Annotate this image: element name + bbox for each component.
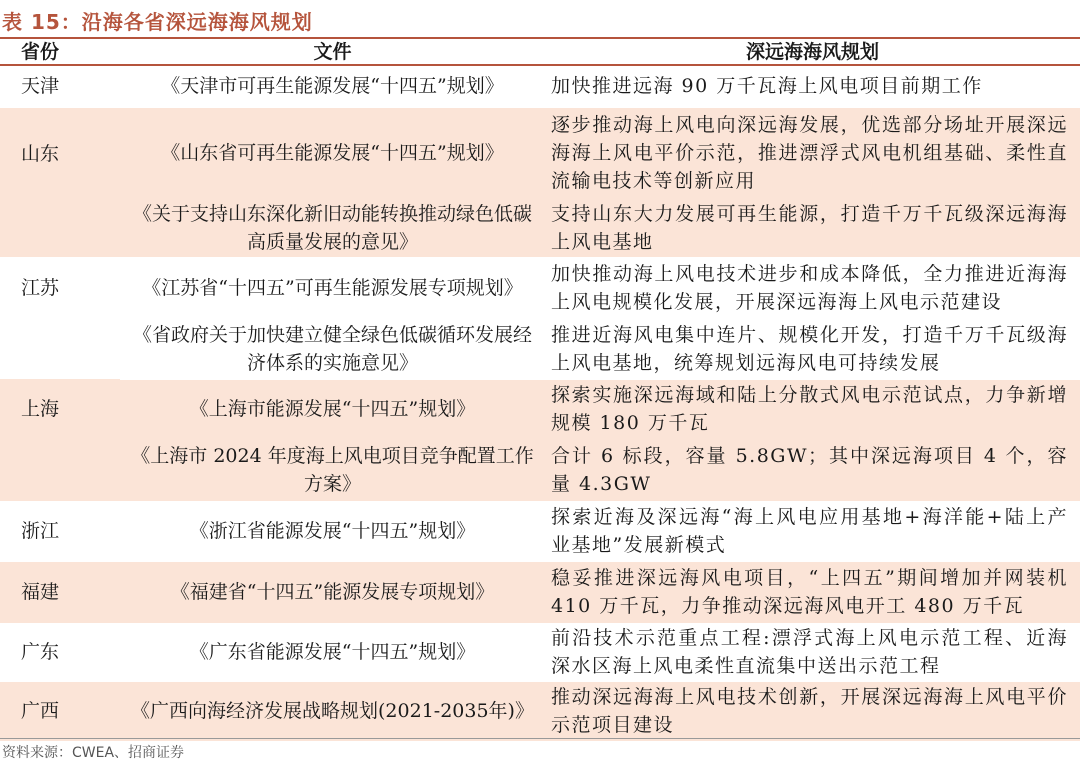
plan-cell: 加快推动海上风电技术进步和成本降低，全力推进近海海上风电规模化发展，开展深远海海上风电示范建设 [551,263,1068,314]
table-row [0,199,1080,257]
table-row [0,379,1080,439]
header-plan: 深远海海风规划 [545,39,1080,65]
document-cell: 《广东省能源发展“十四五”规划》 [120,623,545,681]
province-cell: 浙江 [0,501,120,561]
plan-cell: 探索近海及深远海“海上风电应用基地+海洋能+陆上产业基地”发展新模式 [545,501,1080,561]
table-row [0,319,1080,379]
plan-cell: 探索实施深远海域和陆上分散式风电示范试点，力争新增规模 180 万千瓦 [545,379,1080,439]
table-title: 表 15：沿海各省深远海海风规划 [2,10,313,34]
document-cell: 《上海市能源发展“十四五”规划》 [120,379,545,439]
document-cell: 《江苏省“十四五”可再生能源发展专项规划》 [142,277,523,300]
province-cell: 广东 [0,623,120,681]
plan-cell: 推进近海风电集中连片、规模化开发，打造千万千瓦级海上风电基地，统筹规划远海风电可持续发展 [545,319,1080,379]
document-cell: 《省政府关于加快建立健全绿色低碳循环发展经济体系的实施意见》 [120,319,545,379]
table-row [0,65,1080,107]
province-cell: 天津 [0,65,120,107]
header-row [0,39,1080,65]
document-cell: 《浙江省能源发展“十四五”规划》 [120,501,545,561]
plan-cell: 支持山东大力发展可再生能源，打造千万千瓦级深远海海上风电基地 [545,199,1080,257]
document-cell: 《山东省可再生能源发展“十四五”规划》 [120,107,545,199]
table-row [0,623,1080,681]
province-cell: 广西 [0,681,120,741]
province-cell: 山东 [0,107,120,257]
table-row [0,439,1080,501]
plan-cell: 逐步推动海上风电向深远海发展，优选部分场址开展深远海海上风电平价示范，推进漂浮式风电机组基础、柔性直流输电技术等创新应用 [545,107,1080,199]
province-cell: 福建 [0,561,120,623]
header-province: 省份 [0,39,120,65]
planning-table [0,39,1080,741]
table-row [0,107,1080,199]
province-cell: 江苏 [20,277,59,299]
plan-cell: 推动深远海海上风电技术创新，开展深远海海上风电平价示范项目建设 [545,681,1080,741]
plan-cell: 前沿技术示范重点工程:漂浮式海上风电示范工程、近海深水区海上风电柔性直流集中送出示范工程 [545,623,1080,681]
document-cell: 《关于支持山东深化新旧动能转换推动绿色低碳高质量发展的意见》 [120,199,545,257]
document-cell: 《广西向海经济发展战略规划(2021-2035年)》 [120,681,545,741]
header-document: 文件 [120,39,545,65]
table-row [0,501,1080,561]
province-cell: 上海 [0,379,120,501]
plan-cell: 合计 6 标段，容量 5.8GW；其中深远海项目 4 个，容量 4.3GW [545,439,1080,501]
table-row [0,681,1080,741]
table-row [0,257,1080,319]
source-note: 资料来源：CWEA、招商证券 [2,745,185,761]
bottom-divider [0,738,1080,739]
document-cell: 《天津市可再生能源发展“十四五”规划》 [120,65,545,107]
plan-cell: 稳妥推进深远海风电项目，“上四五”期间增加并网装机 410 万千瓦，力争推动深远海风电开工 480 万千瓦 [545,561,1080,623]
table-row [0,561,1080,623]
plan-cell: 加快推进远海 90 万千瓦海上风电项目前期工作 [545,65,1080,107]
document-cell: 《上海市 2024 年度海上风电项目竞争配置工作方案》 [120,439,545,501]
document-cell: 《福建省“十四五”能源发展专项规划》 [120,561,545,623]
